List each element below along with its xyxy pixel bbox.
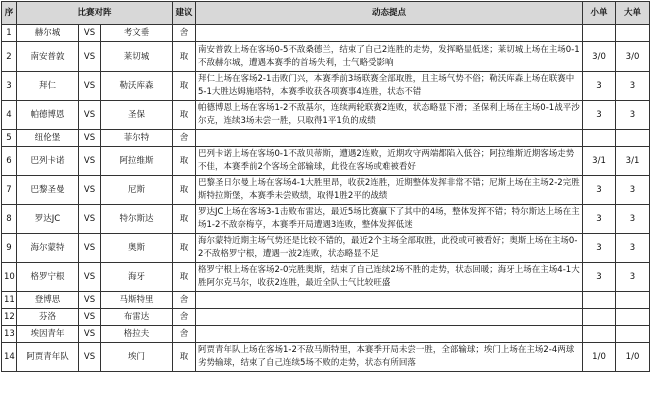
home-team: 埃因青年 xyxy=(17,326,79,343)
vs-label: VS xyxy=(79,205,101,234)
suggestion: 取 xyxy=(173,343,196,372)
vs-label: VS xyxy=(79,343,101,372)
table-row xyxy=(2,147,650,176)
small-bet xyxy=(583,326,616,343)
small-bet: 3 xyxy=(583,205,616,234)
row-number: 1 xyxy=(2,25,17,42)
news-text: 巴黎圣日尔曼上场在客场4-1大胜里昂，收获2连胜，近期整体发挥非常不错；尼斯上场在主场2-2完胜斯特拉斯堡，本赛季未尝败绩，取得1胜2平的战绩 xyxy=(196,176,583,205)
home-team: 纽伦堡 xyxy=(17,130,79,147)
row-number: 12 xyxy=(2,309,17,326)
vs-label: VS xyxy=(79,42,101,72)
big-bet: 3 xyxy=(616,176,650,205)
small-bet: 3 xyxy=(583,101,616,130)
news-text: 海尔蒙特近期主场气势还是比较不错的，最近2个主场全部取胜，此役或可被看好；奥斯上场在主场0-2不敌格罗宁根，遭遇一波2连败，状态略显不足 xyxy=(196,234,583,263)
table-row xyxy=(2,205,650,234)
news-text: 阿贾青年队上场在客场1-2不敌马斯特里，本赛季开局未尝一胜，全部输球；埃门上场在主场2-4两球劣势输球，结束了自己连续5场不败的走势，状态有所回落 xyxy=(196,343,583,372)
big-bet: 1/0 xyxy=(616,343,650,372)
suggestion: 舍 xyxy=(173,130,196,147)
home-team: 赫尔城 xyxy=(17,25,79,42)
suggestion: 取 xyxy=(173,42,196,72)
home-team: 帕德博恩 xyxy=(17,101,79,130)
home-team: 巴列卡诺 xyxy=(17,147,79,176)
away-team: 特尔斯达 xyxy=(101,205,173,234)
news-text xyxy=(196,130,583,147)
home-team: 格罗宁根 xyxy=(17,263,79,292)
suggestion: 取 xyxy=(173,234,196,263)
suggestion: 舍 xyxy=(173,292,196,309)
table-row xyxy=(2,25,650,42)
small-bet xyxy=(583,292,616,309)
news-text: 巴列卡诺上场在客场0-1不敌贝蒂斯，遭遇2连败，近期攻守两端都陷入低谷；阿拉维斯近期客场走势不佳，本赛季前2个客场全部输球，此役在客场或难被看好 xyxy=(196,147,583,176)
vs-label: VS xyxy=(79,263,101,292)
away-team: 圣保 xyxy=(101,101,173,130)
table-row xyxy=(2,176,650,205)
away-team: 考文垂 xyxy=(101,25,173,42)
small-bet: 3/1 xyxy=(583,147,616,176)
big-bet xyxy=(616,130,650,147)
news-text xyxy=(196,25,583,42)
home-team: 登博思 xyxy=(17,292,79,309)
small-bet: 3/0 xyxy=(583,42,616,72)
table-header-row xyxy=(2,2,650,25)
away-team: 莱切城 xyxy=(101,42,173,72)
news-text xyxy=(196,309,583,326)
header-news: 动态提点 xyxy=(196,2,583,25)
vs-label: VS xyxy=(79,25,101,42)
header-suggestion: 建议 xyxy=(173,2,196,25)
table-row xyxy=(2,101,650,130)
big-bet xyxy=(616,292,650,309)
header-big: 大单 xyxy=(616,2,650,25)
big-bet: 3 xyxy=(616,234,650,263)
row-number: 13 xyxy=(2,326,17,343)
small-bet xyxy=(583,309,616,326)
home-team: 罗达JC xyxy=(17,205,79,234)
news-text xyxy=(196,292,583,309)
table-row xyxy=(2,234,650,263)
news-text: 南安普敦上场在客场0-5不敌桑德兰，结束了自己2连胜的走势，发挥略显低迷；莱切城上场在主场0-1不敌赫尔城，遭遇本赛季的首场失利，士气略受影响 xyxy=(196,42,583,72)
table-row xyxy=(2,292,650,309)
table-row xyxy=(2,130,650,147)
suggestion: 取 xyxy=(173,263,196,292)
table-row xyxy=(2,42,650,72)
home-team: 阿贾青年队 xyxy=(17,343,79,372)
vs-label: VS xyxy=(79,309,101,326)
vs-label: VS xyxy=(79,130,101,147)
row-number: 10 xyxy=(2,263,17,292)
row-number: 3 xyxy=(2,72,17,101)
away-team: 马斯特里 xyxy=(101,292,173,309)
suggestion: 取 xyxy=(173,72,196,101)
row-number: 6 xyxy=(2,147,17,176)
small-bet xyxy=(583,25,616,42)
row-number: 7 xyxy=(2,176,17,205)
table-row xyxy=(2,263,650,292)
schedule-table xyxy=(1,1,650,372)
table-row xyxy=(2,72,650,101)
vs-label: VS xyxy=(79,326,101,343)
away-team: 阿拉维斯 xyxy=(101,147,173,176)
suggestion: 取 xyxy=(173,101,196,130)
table-row xyxy=(2,326,650,343)
big-bet: 3 xyxy=(616,205,650,234)
suggestion: 舍 xyxy=(173,25,196,42)
vs-label: VS xyxy=(79,292,101,309)
home-team: 南安普敦 xyxy=(17,42,79,72)
big-bet: 3 xyxy=(616,72,650,101)
vs-label: VS xyxy=(79,72,101,101)
small-bet xyxy=(583,130,616,147)
news-text: 格罗宁根上场在客场2-0完胜奥斯，结束了自己连续2场不胜的走势，状态回暖；海牙上场在主场4-1大胜阿尔克马尔，收获2连胜，最近全队士气比较旺盛 xyxy=(196,263,583,292)
small-bet: 1/0 xyxy=(583,343,616,372)
row-number: 8 xyxy=(2,205,17,234)
table-row xyxy=(2,343,650,372)
suggestion: 舍 xyxy=(173,326,196,343)
small-bet: 3 xyxy=(583,176,616,205)
home-team: 拜仁 xyxy=(17,72,79,101)
header-small: 小单 xyxy=(583,2,616,25)
news-text: 拜仁上场在客场2-1击败门兴，本赛季前3场联赛全部取胜，且主场气势不俗；勒沃库森上场在联赛中5-1大胜达姆施塔特，本赛季收获各项赛事4连胜，状态不错 xyxy=(196,72,583,101)
home-team: 巴黎圣曼 xyxy=(17,176,79,205)
suggestion: 取 xyxy=(173,147,196,176)
suggestion: 舍 xyxy=(173,309,196,326)
away-team: 菲尔特 xyxy=(101,130,173,147)
home-team: 芬洛 xyxy=(17,309,79,326)
big-bet xyxy=(616,326,650,343)
small-bet: 3 xyxy=(583,234,616,263)
big-bet xyxy=(616,25,650,42)
row-number: 11 xyxy=(2,292,17,309)
big-bet: 3 xyxy=(616,263,650,292)
table-row xyxy=(2,309,650,326)
row-number: 14 xyxy=(2,343,17,372)
suggestion: 取 xyxy=(173,205,196,234)
news-text xyxy=(196,326,583,343)
big-bet: 3/1 xyxy=(616,147,650,176)
vs-label: VS xyxy=(79,176,101,205)
news-text: 罗达JC上场在客场3-1击败布雷达，最近5场比赛赢下了其中的4场，整体发挥不错；特尔斯达上场在主场1-2不敌奈梅亨，本赛季开局遭遇3连败，整体发挥低迷 xyxy=(196,205,583,234)
big-bet: 3/0 xyxy=(616,42,650,72)
vs-label: VS xyxy=(79,147,101,176)
row-number: 9 xyxy=(2,234,17,263)
row-number: 2 xyxy=(2,42,17,72)
header-no: 序 xyxy=(2,2,17,25)
row-number: 5 xyxy=(2,130,17,147)
small-bet: 3 xyxy=(583,72,616,101)
away-team: 布雷达 xyxy=(101,309,173,326)
away-team: 勒沃库森 xyxy=(101,72,173,101)
home-team: 海尔蒙特 xyxy=(17,234,79,263)
row-number: 4 xyxy=(2,101,17,130)
away-team: 格拉夫 xyxy=(101,326,173,343)
big-bet xyxy=(616,309,650,326)
header-match: 比赛对阵 xyxy=(17,2,173,25)
news-text: 帕德博恩上场在客场1-2不敌基尔，连续两轮联赛2连败，状态略显下滑；圣保利上场在主场0-1战平沙尔克，连续3场未尝一胜，只取得1平1负的成绩 xyxy=(196,101,583,130)
suggestion: 取 xyxy=(173,176,196,205)
away-team: 尼斯 xyxy=(101,176,173,205)
away-team: 奥斯 xyxy=(101,234,173,263)
vs-label: VS xyxy=(79,234,101,263)
vs-label: VS xyxy=(79,101,101,130)
small-bet: 3 xyxy=(583,263,616,292)
away-team: 海牙 xyxy=(101,263,173,292)
big-bet: 3 xyxy=(616,101,650,130)
away-team: 埃门 xyxy=(101,343,173,372)
